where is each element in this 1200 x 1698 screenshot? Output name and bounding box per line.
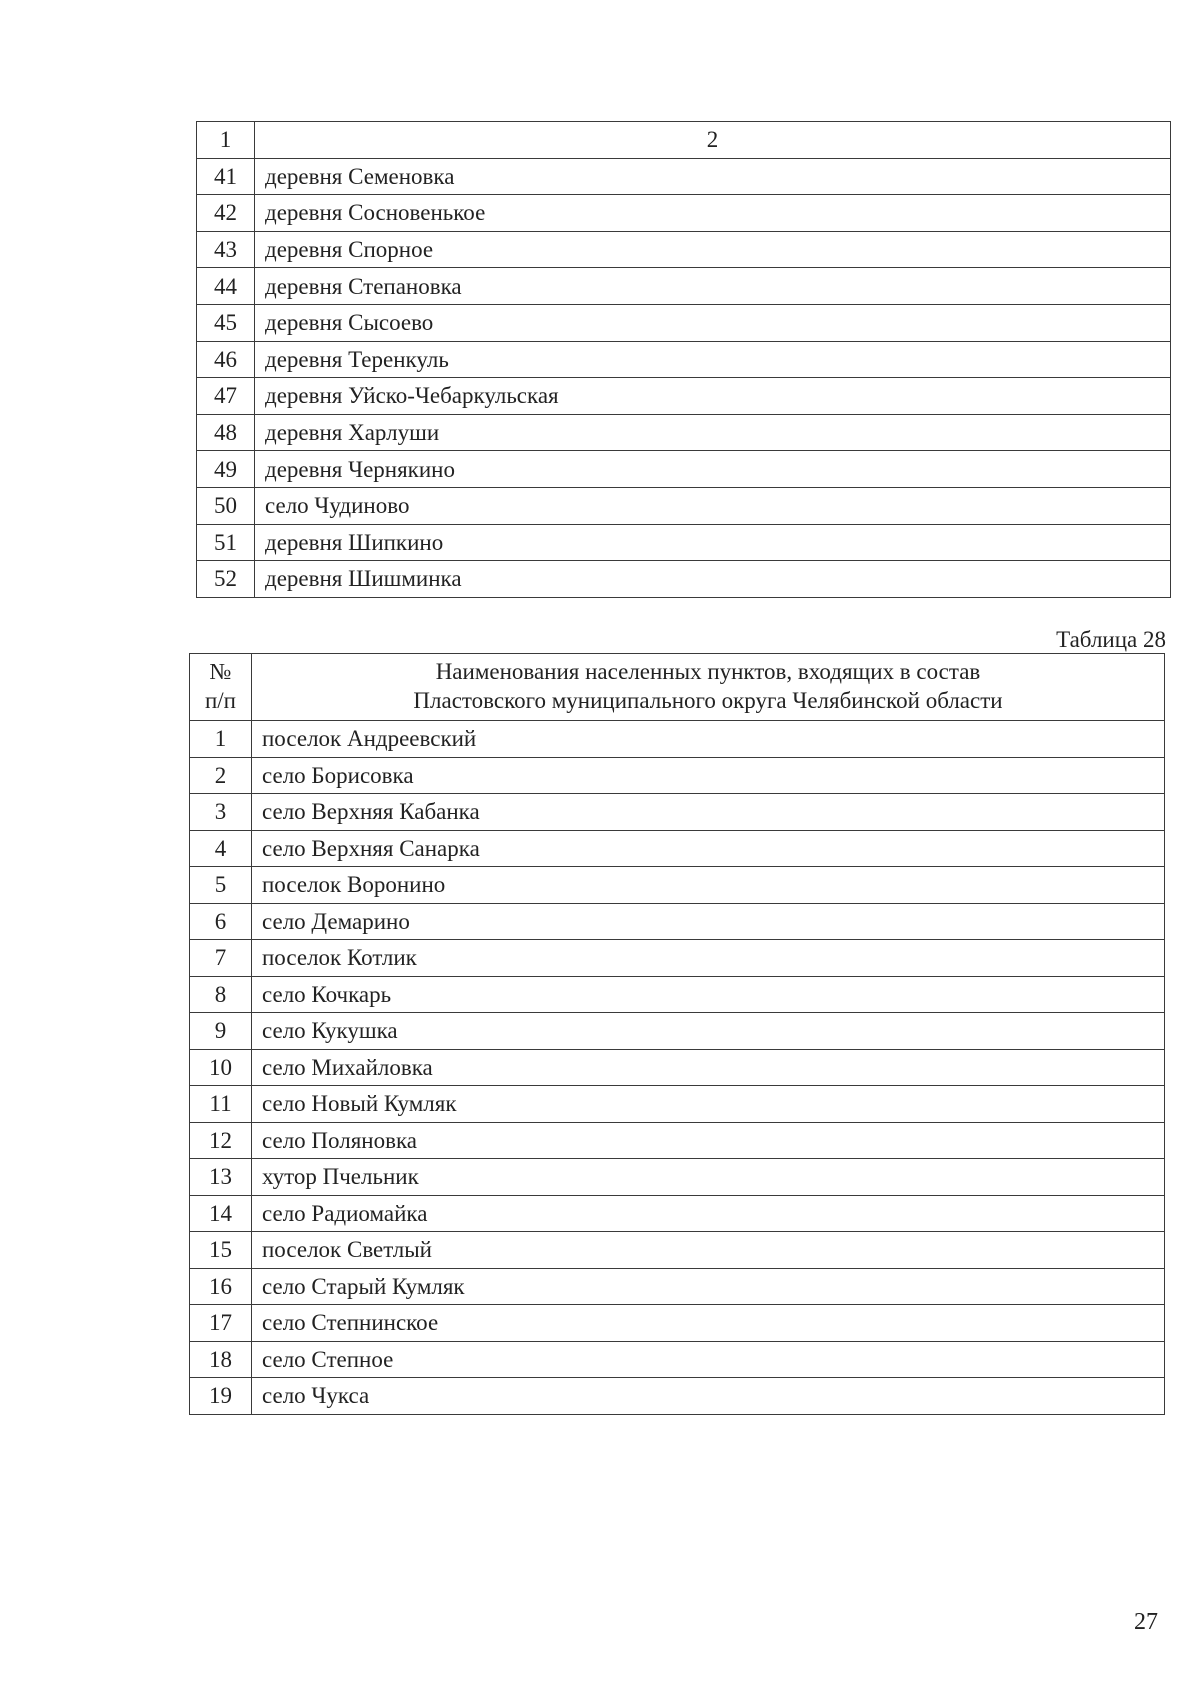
table-row xyxy=(190,976,1165,1013)
row-number: 51 xyxy=(197,524,255,561)
table-caption: Таблица 28 xyxy=(1056,627,1166,652)
settlement-name: село Верхняя Санарка xyxy=(252,830,1165,867)
table-row xyxy=(190,1305,1165,1342)
settlement-name: село Старый Кумляк xyxy=(252,1268,1165,1305)
name-column-header xyxy=(252,654,1165,721)
column-number-header: 1 xyxy=(197,122,255,159)
row-number: 47 xyxy=(197,378,255,415)
table-row xyxy=(197,561,1171,598)
settlement-name: село Чудиново xyxy=(255,487,1171,524)
row-number: 44 xyxy=(197,268,255,305)
table-row xyxy=(190,1268,1165,1305)
settlement-name: деревня Шишминка xyxy=(255,561,1171,598)
settlement-name: хутор Пчельник xyxy=(252,1159,1165,1196)
row-number: 1 xyxy=(190,721,252,758)
row-number: 49 xyxy=(197,451,255,488)
row-number: 3 xyxy=(190,794,252,831)
table-row xyxy=(197,304,1171,341)
row-number: 19 xyxy=(190,1378,252,1415)
settlement-name: деревня Теренкуль xyxy=(255,341,1171,378)
settlement-name: деревня Чернякино xyxy=(255,451,1171,488)
table-row xyxy=(190,721,1165,758)
table-row xyxy=(197,195,1171,232)
table-row xyxy=(197,268,1171,305)
settlement-name: деревня Степановка xyxy=(255,268,1171,305)
row-number: 11 xyxy=(190,1086,252,1123)
table-row xyxy=(197,451,1171,488)
row-number: 18 xyxy=(190,1341,252,1378)
settlement-name: деревня Шипкино xyxy=(255,524,1171,561)
settlement-name: поселок Андреевский xyxy=(252,721,1165,758)
number-abbrev: п/п xyxy=(204,688,236,713)
table-row xyxy=(197,414,1171,451)
column-number-header: 2 xyxy=(255,122,1171,159)
settlement-name: деревня Семеновка xyxy=(255,158,1171,195)
row-number: 10 xyxy=(190,1049,252,1086)
settlement-name: село Кукушка xyxy=(252,1013,1165,1050)
settlement-name: село Демарино xyxy=(252,903,1165,940)
settlements-table-continued xyxy=(196,121,1171,598)
settlement-name: село Степнинское xyxy=(252,1305,1165,1342)
row-number: 41 xyxy=(197,158,255,195)
settlement-name: село Верхняя Кабанка xyxy=(252,794,1165,831)
row-number: 2 xyxy=(190,757,252,794)
row-number: 17 xyxy=(190,1305,252,1342)
table-row xyxy=(197,158,1171,195)
table-row xyxy=(190,1378,1165,1415)
table-header-row xyxy=(197,122,1171,159)
settlement-name: деревня Сосновенькое xyxy=(255,195,1171,232)
settlement-name: село Степное xyxy=(252,1341,1165,1378)
page-number: 27 xyxy=(1134,1609,1158,1635)
settlement-name: поселок Котлик xyxy=(252,940,1165,977)
row-number: 46 xyxy=(197,341,255,378)
table-row xyxy=(190,1195,1165,1232)
table-row xyxy=(190,1049,1165,1086)
table-row xyxy=(190,867,1165,904)
table-row xyxy=(197,487,1171,524)
row-number: 15 xyxy=(190,1232,252,1269)
table-row xyxy=(197,341,1171,378)
settlement-name: село Борисовка xyxy=(252,757,1165,794)
row-number: 48 xyxy=(197,414,255,451)
row-number: 42 xyxy=(197,195,255,232)
table-row xyxy=(190,1341,1165,1378)
settlement-name: село Новый Кумляк xyxy=(252,1086,1165,1123)
table-row xyxy=(197,378,1171,415)
settlement-name: деревня Сысоево xyxy=(255,304,1171,341)
row-number: 52 xyxy=(197,561,255,598)
settlement-name: село Кочкарь xyxy=(252,976,1165,1013)
settlement-name: село Радиомайка xyxy=(252,1195,1165,1232)
row-number: 50 xyxy=(197,487,255,524)
settlement-name: деревня Харлуши xyxy=(255,414,1171,451)
table-row xyxy=(190,940,1165,977)
settlement-name: деревня Спорное xyxy=(255,231,1171,268)
row-number: 12 xyxy=(190,1122,252,1159)
row-number: 43 xyxy=(197,231,255,268)
settlement-name: поселок Воронино xyxy=(252,867,1165,904)
table-row xyxy=(190,794,1165,831)
settlement-name: село Поляновка xyxy=(252,1122,1165,1159)
number-sign: № xyxy=(209,659,232,685)
table-row xyxy=(190,1086,1165,1123)
plastovsky-settlements-table xyxy=(189,653,1165,1415)
row-number: 13 xyxy=(190,1159,252,1196)
settlement-name: поселок Светлый xyxy=(252,1232,1165,1269)
table-row xyxy=(197,524,1171,561)
settlement-name: село Чукса xyxy=(252,1378,1165,1415)
settlement-name: село Михайловка xyxy=(252,1049,1165,1086)
row-number: 16 xyxy=(190,1268,252,1305)
row-number: 6 xyxy=(190,903,252,940)
table-row xyxy=(190,1159,1165,1196)
row-number: 9 xyxy=(190,1013,252,1050)
table-row xyxy=(190,1232,1165,1269)
table-row xyxy=(190,1122,1165,1159)
name-header-line-1: Наименования населенных пунктов, входящих в состав xyxy=(435,659,981,685)
table-row xyxy=(190,830,1165,867)
table-row xyxy=(190,757,1165,794)
table-row xyxy=(190,903,1165,940)
row-number: 8 xyxy=(190,976,252,1013)
table-row xyxy=(190,1013,1165,1050)
settlement-name: деревня Уйско-Чебаркульская xyxy=(255,378,1171,415)
row-number: 5 xyxy=(190,867,252,904)
row-number: 7 xyxy=(190,940,252,977)
name-header-line-2: Пластовского муниципального округа Челябинской области xyxy=(413,688,1003,713)
number-column-header xyxy=(190,654,252,721)
row-number: 45 xyxy=(197,304,255,341)
table-header-row xyxy=(190,654,1165,721)
row-number: 4 xyxy=(190,830,252,867)
row-number: 14 xyxy=(190,1195,252,1232)
table-row xyxy=(197,231,1171,268)
